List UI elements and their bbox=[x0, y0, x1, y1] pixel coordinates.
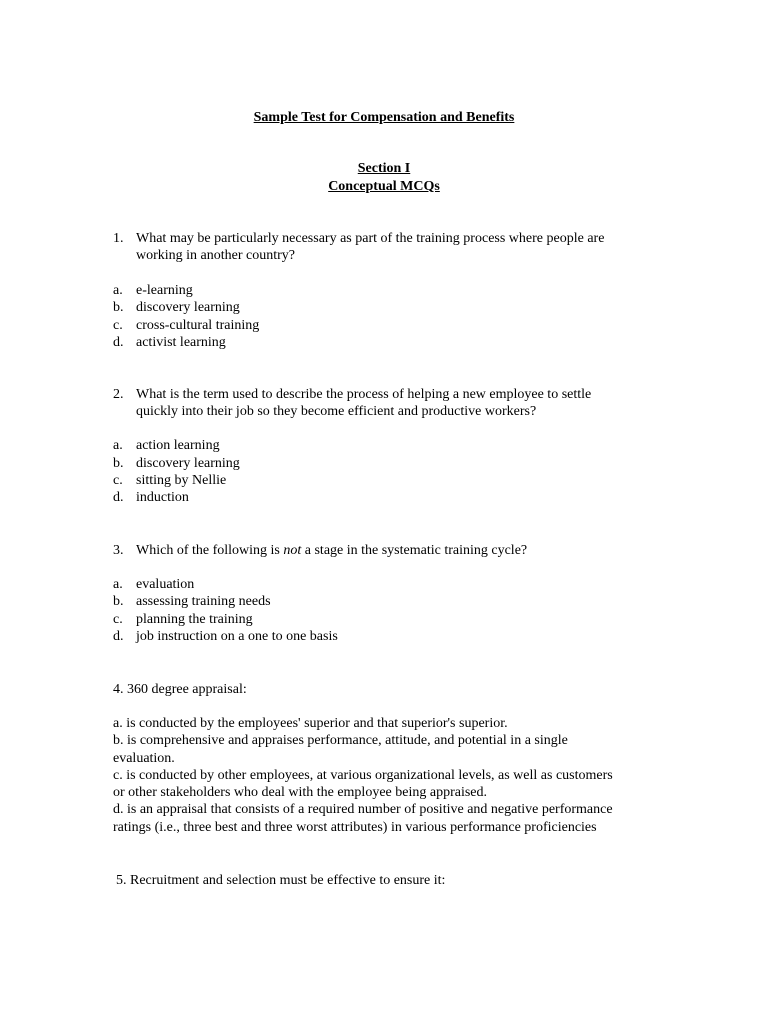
option-letter: c. bbox=[113, 318, 123, 333]
question-text bbox=[136, 542, 527, 559]
question-text-emphasis: not bbox=[283, 543, 302, 558]
option-letter: c. bbox=[113, 473, 123, 488]
question-number: 1. bbox=[113, 231, 124, 246]
question-number: 2. bbox=[113, 387, 124, 402]
option-letter: d. bbox=[113, 335, 124, 350]
section-heading-text: Section I bbox=[357, 161, 411, 176]
question-text-part: Which of the following is bbox=[136, 543, 284, 558]
option-letter: b. bbox=[113, 300, 124, 315]
option-letter: a. bbox=[113, 283, 123, 298]
option-text: job instruction on a one to one basis bbox=[136, 629, 338, 644]
question-number: 3. bbox=[113, 543, 124, 558]
title-text: Sample Test for Compensation and Benefits bbox=[253, 110, 515, 125]
option-text: action learning bbox=[136, 438, 220, 453]
option-letter: d. bbox=[113, 629, 124, 644]
question-text: 4. 360 degree appraisal: bbox=[113, 682, 247, 697]
section-subheading-text: Conceptual MCQs bbox=[328, 179, 440, 194]
question-text: working in another country? bbox=[136, 248, 296, 263]
option-text: e-learning bbox=[136, 283, 193, 298]
option-text: evaluation bbox=[136, 577, 195, 592]
option-text: evaluation. bbox=[113, 751, 175, 766]
option-text: induction bbox=[136, 490, 189, 505]
option-text: discovery learning bbox=[136, 456, 240, 471]
option-letter: a. bbox=[113, 577, 123, 592]
option-text: cross-cultural training bbox=[136, 318, 260, 333]
option-text: a. is conducted by the employees' superior and that superior's superior. bbox=[113, 716, 508, 731]
question-text: quickly into their job so they become efficient and productive workers? bbox=[136, 404, 537, 419]
question-text: What is the term used to describe the process of helping a new employee to settle bbox=[136, 387, 592, 402]
option-text: ratings (i.e., three best and three worst attributes) in various performance proficiencies bbox=[113, 820, 597, 835]
option-letter: c. bbox=[113, 612, 123, 627]
option-text: activist learning bbox=[136, 335, 226, 350]
option-text: b. is comprehensive and appraises performance, attitude, and potential in a single bbox=[113, 733, 568, 748]
option-text: c. is conducted by other employees, at various organizational levels, as well as customers bbox=[113, 768, 613, 783]
section-heading bbox=[0, 160, 768, 177]
option-letter: b. bbox=[113, 594, 124, 609]
document-title bbox=[0, 109, 768, 126]
option-letter: b. bbox=[113, 456, 124, 471]
question-text: What may be particularly necessary as part of the training process where people are bbox=[136, 231, 605, 246]
option-text: discovery learning bbox=[136, 300, 240, 315]
option-text: d. is an appraisal that consists of a required number of positive and negative performance bbox=[113, 802, 613, 817]
option-text: sitting by Nellie bbox=[136, 473, 227, 488]
question-text-part: a stage in the systematic training cycle? bbox=[301, 543, 528, 558]
question-text: 5. Recruitment and selection must be effective to ensure it: bbox=[116, 873, 446, 888]
option-text: or other stakeholders who deal with the employee being appraised. bbox=[113, 785, 487, 800]
option-letter: d. bbox=[113, 490, 124, 505]
section-subheading bbox=[0, 178, 768, 195]
option-letter: a. bbox=[113, 438, 123, 453]
option-text: planning the training bbox=[136, 612, 253, 627]
option-text: assessing training needs bbox=[136, 594, 271, 609]
